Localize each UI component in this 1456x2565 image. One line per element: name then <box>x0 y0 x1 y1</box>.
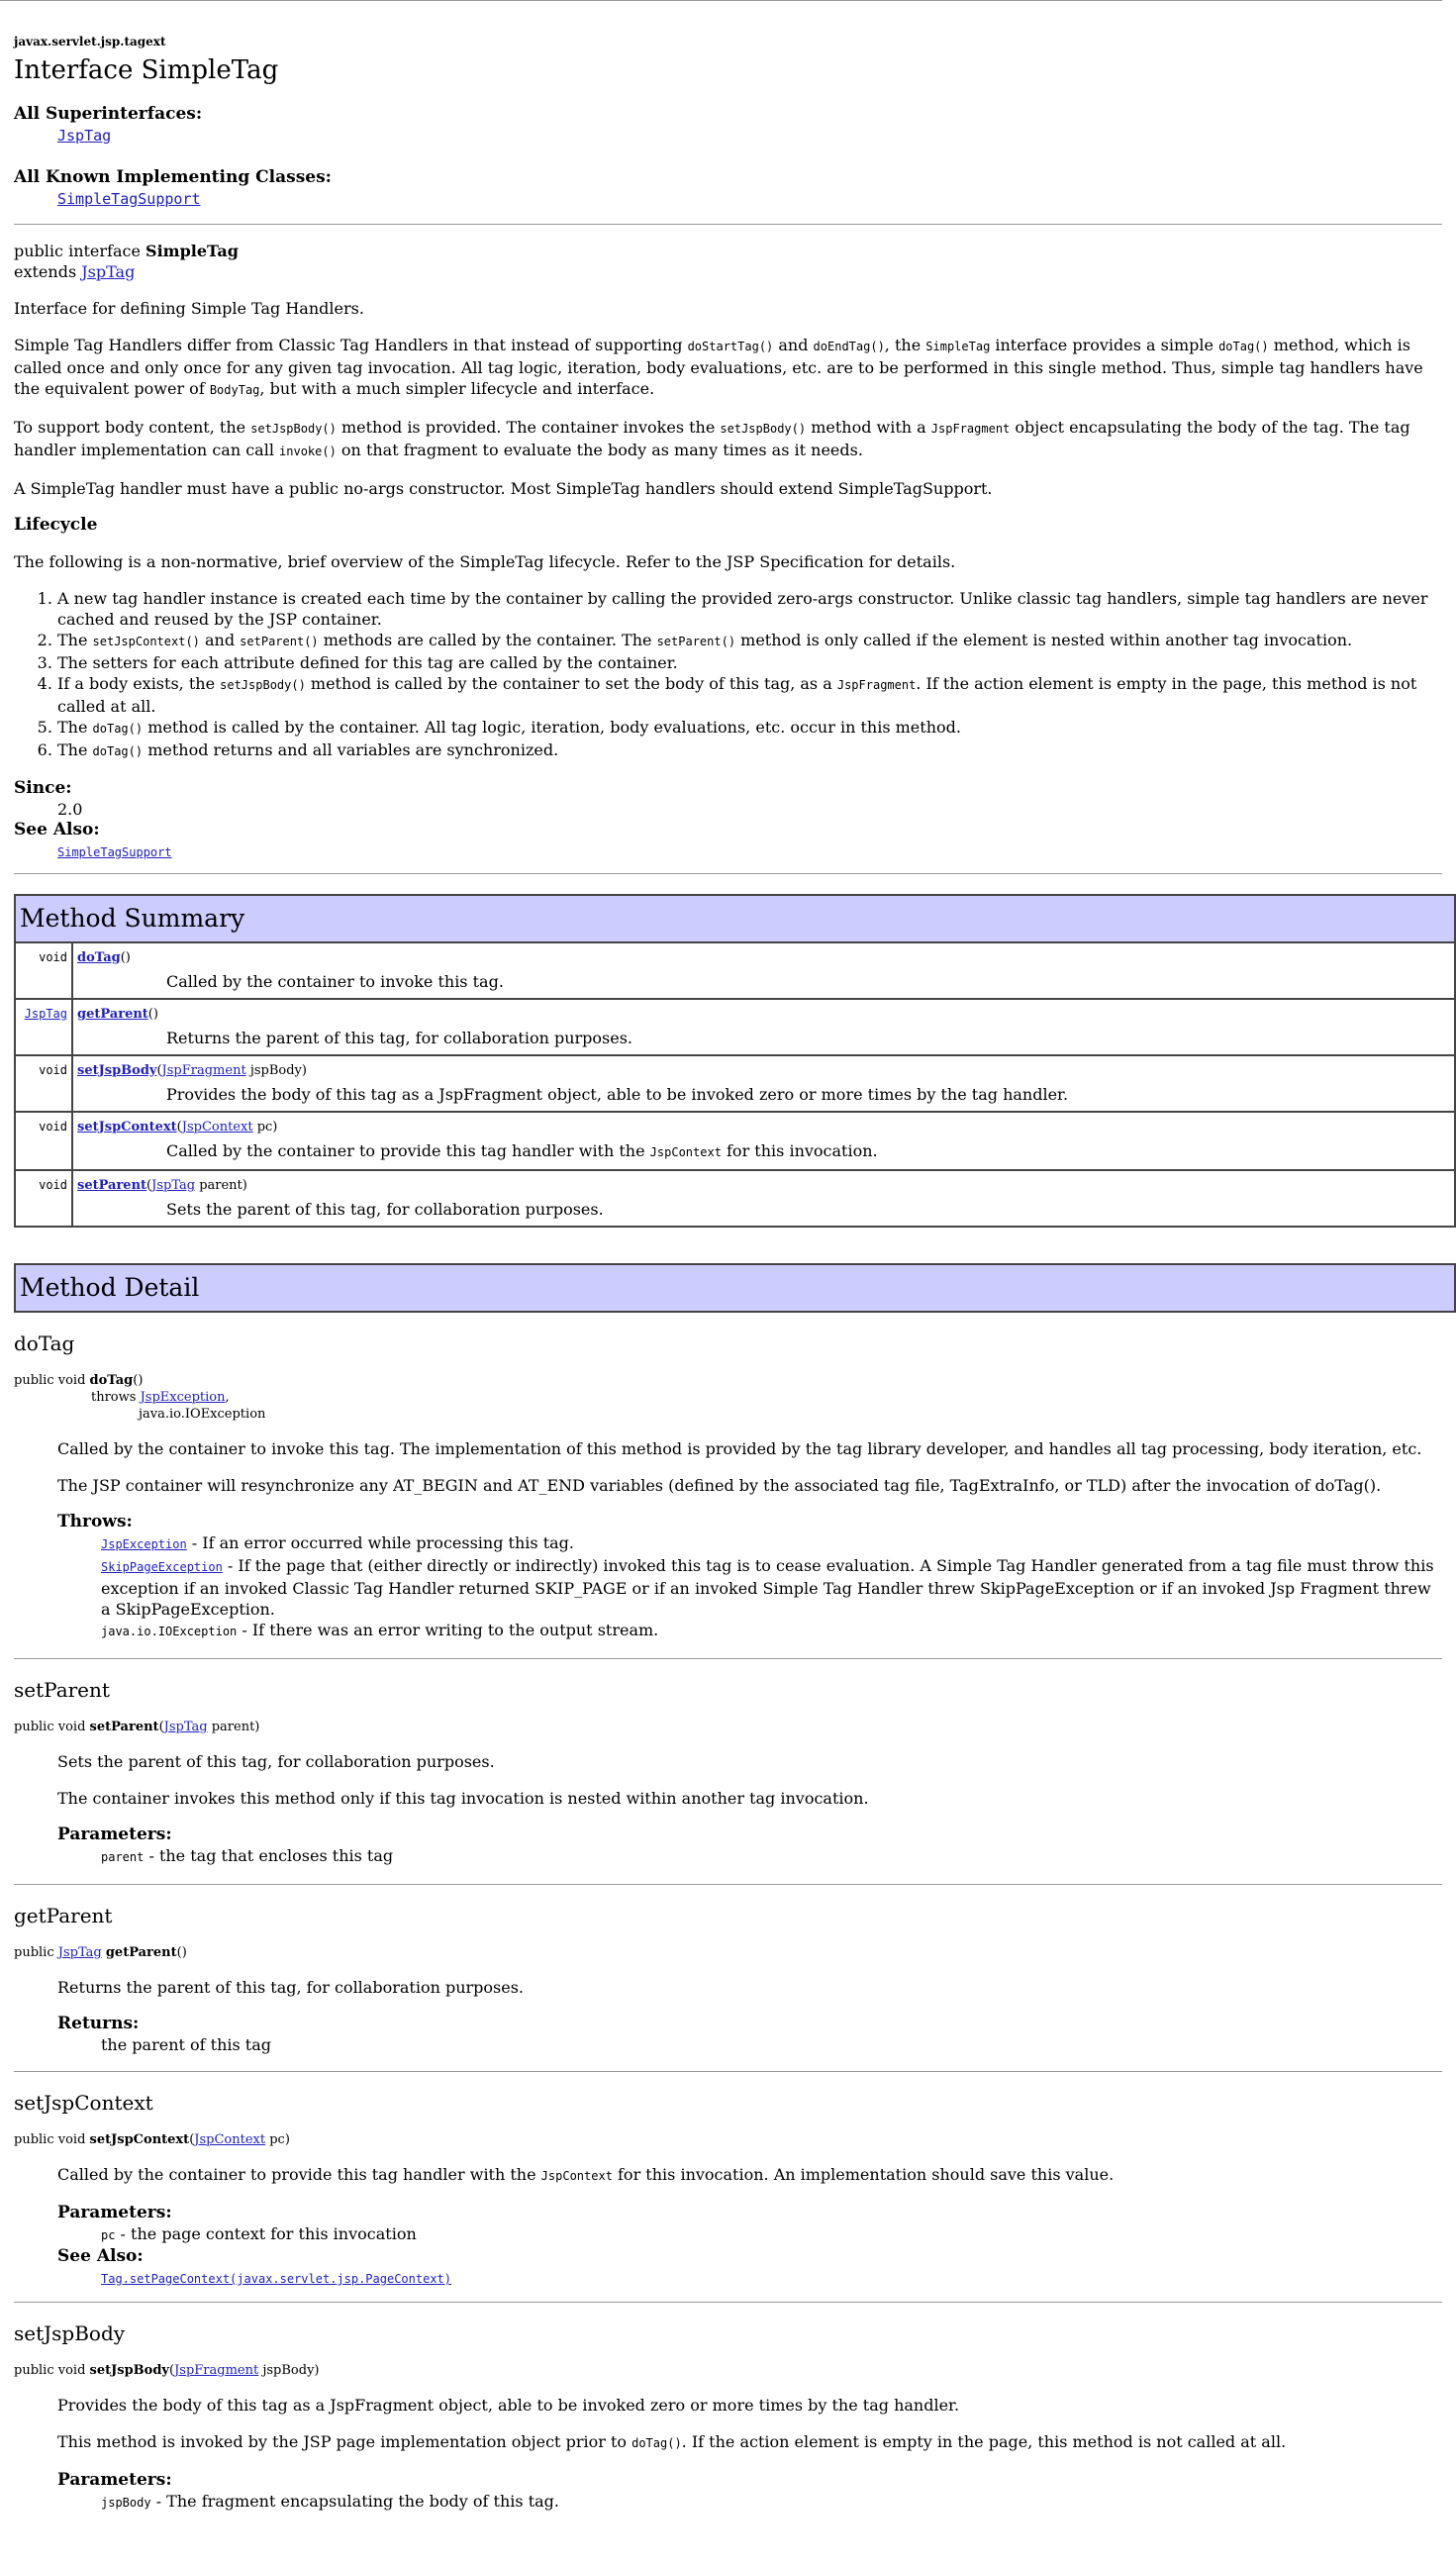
since-label: Since: <box>14 778 72 798</box>
return-type: void <box>15 942 72 999</box>
lifecycle-item: 1. A new tag handler instance is created each time by the container by calling the provided zero-args constructor. Unlike classic tag handlers, simple tag handlers are never cached and reused by the JSP container. <box>57 588 1443 630</box>
rule <box>14 2302 1442 2303</box>
extends-link-jsptag[interactable]: JspTag <box>81 262 136 281</box>
return-type: void <box>15 1112 72 1170</box>
method-heading-getparent: getParent <box>14 1904 113 1927</box>
seealso-link-setpagecontext[interactable]: Tag.setPageContext(javax.servlet.jsp.PageContext) <box>101 2272 452 2286</box>
lifecycle-list <box>14 588 1443 762</box>
description-paragraph-3: To support body content, the setJspBody() method is provided. The container invokes the setJspBody() method with a JspFragment object encapsulating the body of the tag. The tag handler implementation can call invoke() on that fragment to evaluate the body as many times as it needs. <box>14 418 1410 459</box>
implementing-classes-list <box>14 167 1442 210</box>
throws-link-jspexception[interactable]: JspException <box>101 1537 187 1551</box>
method-signature-setjspbody: public void setJspBody(JspFragment jspBody) <box>14 2363 320 2378</box>
lifecycle-item: 2. The setJspContext() and setParent() methods are called by the container. The setParent() method is only called if the element is nested within another tag invocation. <box>57 630 1443 652</box>
method-body-dotag: Called by the container to invoke this tag. The implementation of this method is provided by the tag library developer, and handles all tag processing, body iteration, etc. The JSP container will resynchronize any AT_BEGIN and AT_END variables (defined by the associated tag file, TagExtraInfo, or TLD) after the invocation of doTag(). Throws: JspException - If an error occurred while processing this tag. SkipPageException - If the page that (either directly or indirectly) invoked this tag is to cease evaluation. A Simple Tag Handler generated from a tag file must throw this exception if an invoked Classic Tag Handler returned SKIP_PAGE or if an invoked Simple Tag Handler threw SkipPageException or if an invoked Jsp Fragment threw a SkipPageException. java.io.IOException - If there was an error writing to the output stream. <box>57 1438 1443 1642</box>
param-type-link-jspfragment[interactable]: JspFragment <box>161 1063 246 1078</box>
returns-label: Returns: <box>57 2014 140 2033</box>
seealso-label: See Also: <box>14 820 100 839</box>
method-link-dotag[interactable]: doTag <box>77 950 121 965</box>
superinterfaces-label: All Superinterfaces: <box>14 104 203 124</box>
method-body-setjspbody: Provides the body of this tag as a JspFragment object, able to be invoked zero or more times by the tag handler. This method is invoked by the JSP page implementation object prior to doTag(). If the action element is empty in the page, this method is not called at all. Parameters: jspBody - The fragment encapsulating the body of this tag. <box>57 2395 1442 2514</box>
rule <box>14 2071 1442 2072</box>
throws-label: Throws: <box>57 1512 133 1531</box>
top-rule <box>0 0 1442 1</box>
lifecycle-heading: Lifecycle <box>14 515 98 535</box>
implementing-class-link-simpletagsupport[interactable]: SimpleTagSupport <box>57 190 201 208</box>
lifecycle-item: 4. If a body exists, the setJspBody() method is called by the container to set the body of this tag, as a JspFragment. If the action element is empty in the page, this method is not called at all. <box>57 673 1443 717</box>
param-type-link-jsptag[interactable]: JspTag <box>151 1178 196 1193</box>
since-value: 2.0 <box>57 800 83 819</box>
description-paragraph-2: Simple Tag Handlers differ from Classic Tag Handlers in that instead of supporting doStartTag() and doEndTag(), the SimpleTag interface provides a simple doTag() method, which is called once and only once for any given tag invocation. All tag logic, iteration, body evaluations, etc. are to be performed in this single method. Thus, simple tag handlers have the equivalent power of BodyTag, but with a much simpler lifecycle and interface. <box>14 336 1423 398</box>
method-heading-setjspcontext: setJspContext <box>14 2091 153 2115</box>
lifecycle-item: 5. The doTag() method is called by the container. All tag logic, iteration, body evaluations, etc. occur in this method. <box>57 717 1443 740</box>
method-link-setjspbody[interactable]: setJspBody <box>77 1063 157 1078</box>
method-heading-setparent: setParent <box>14 1678 110 1702</box>
lifecycle-item: 3. The setters for each attribute defined for this tag are called by the container. <box>57 652 1443 673</box>
method-link-setjspcontext[interactable]: setJspContext <box>77 1120 177 1135</box>
package-name: javax.servlet.jsp.tagext <box>14 35 166 49</box>
method-signature-dotag: public void doTag() throws JspException, java.io.IOException <box>14 1373 266 1422</box>
parameters-label: Parameters: <box>57 1825 172 1844</box>
rule <box>14 1884 1442 1885</box>
method-heading-setjspbody: setJspBody <box>14 2321 126 2345</box>
superinterfaces-list <box>14 104 1442 147</box>
throws-link-skippageexception[interactable]: SkipPageException <box>101 1560 223 1574</box>
method-signature-getparent: public JspTag getParent() <box>14 1945 187 1960</box>
method-detail-table <box>14 1263 1456 1313</box>
return-type-link-jsptag[interactable]: JspTag <box>57 1945 102 1960</box>
throws-link-jspexception[interactable]: JspException <box>140 1390 226 1405</box>
method-body-setjspcontext: Called by the container to provide this tag handler with the JspContext for this invocation. An implementation should save this value. Parameters: pc - the page context for this invocation See Also: Tag.setPageContext(javax.servlet.jsp.PageContext) <box>57 2164 1442 2290</box>
table-row: void doTag() Called by the container to invoke this tag. <box>15 942 1455 999</box>
declaration-name: SimpleTag <box>146 242 239 260</box>
param-type-link-jspcontext[interactable]: JspContext <box>194 2132 266 2147</box>
interface-declaration: public interface SimpleTag extends JspTag <box>14 242 239 281</box>
param-type-link-jsptag[interactable]: JspTag <box>163 1720 208 1734</box>
description-paragraph-4: A SimpleTag handler must have a public no-args constructor. Most SimpleTag handlers should extend SimpleTagSupport. <box>14 479 993 498</box>
parameters-label: Parameters: <box>57 2470 172 2490</box>
table-row: JspTag getParent() Returns the parent of this tag, for collaboration purposes. <box>15 999 1455 1055</box>
lifecycle-item: 6. The doTag() method returns and all variables are synchronized. <box>57 740 1443 762</box>
parameters-label: Parameters: <box>57 2203 172 2222</box>
method-signature-setparent: public void setParent(JspTag parent) <box>14 1720 260 1734</box>
seealso-link-simpletagsupport[interactable]: SimpleTagSupport <box>57 845 172 859</box>
rule <box>14 1658 1442 1659</box>
method-link-setparent[interactable]: setParent <box>77 1178 147 1193</box>
rule <box>14 224 1442 225</box>
page-title: Interface SimpleTag <box>14 55 279 85</box>
since-seealso <box>14 778 1442 863</box>
return-type-link-jsptag[interactable]: JspTag <box>24 1007 67 1021</box>
method-body-setparent: Sets the parent of this tag, for collaboration purposes. The container invokes this method only if this tag invocation is nested within another tag invocation. Parameters: parent - the tag that encloses this tag <box>57 1751 1442 1868</box>
param-type-link-jspfragment[interactable]: JspFragment <box>174 2363 259 2378</box>
rule <box>14 873 1442 874</box>
method-detail-heading: Method Detail <box>15 1264 1455 1312</box>
param-type-link-jspcontext[interactable]: JspContext <box>181 1120 253 1135</box>
table-row: void setParent(JspTag parent) Sets the parent of this tag, for collaboration purposes. <box>15 1170 1455 1227</box>
table-row: void setJspContext(JspContext pc) Called by the container to provide this tag handler with the JspContext for this invocation. <box>15 1112 1455 1170</box>
superinterface-link-jsptag[interactable]: JspTag <box>57 127 112 145</box>
return-type: void <box>15 1170 72 1227</box>
method-heading-dotag: doTag <box>14 1332 75 1355</box>
implementing-classes-label: All Known Implementing Classes: <box>14 167 332 187</box>
method-signature-setjspcontext: public void setJspContext(JspContext pc) <box>14 2132 290 2147</box>
method-body-getparent: Returns the parent of this tag, for collaboration purposes. Returns: the parent of this tag <box>57 1977 1442 2055</box>
method-summary-table <box>14 894 1456 1228</box>
method-link-getparent[interactable]: getParent <box>77 1007 148 1022</box>
table-row: void setJspBody(JspFragment jspBody) Provides the body of this tag as a JspFragment object, able to be invoked zero or more times by the tag handler. <box>15 1055 1455 1112</box>
method-summary-heading: Method Summary <box>15 895 1455 942</box>
return-type: void <box>15 1055 72 1112</box>
seealso-label: See Also: <box>57 2246 144 2266</box>
lifecycle-intro: The following is a non-normative, brief overview of the SimpleTag lifecycle. Refer to the JSP Specification for details. <box>14 552 956 571</box>
description-intro: Interface for defining Simple Tag Handlers. <box>14 299 364 318</box>
